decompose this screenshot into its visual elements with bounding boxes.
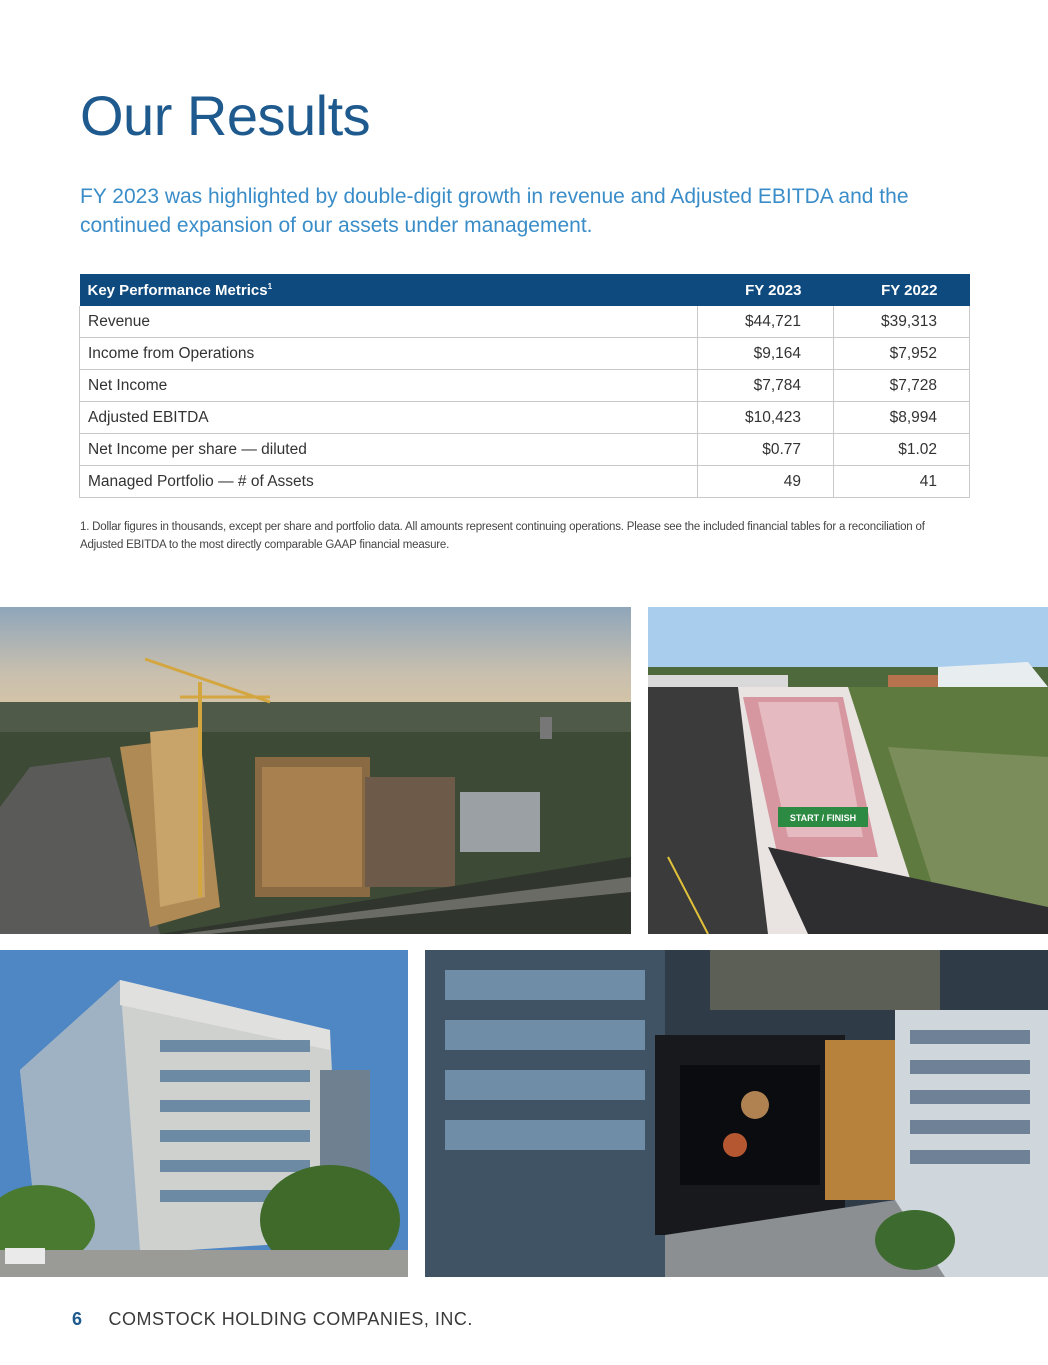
fy2022-cell: $1.02 bbox=[834, 434, 970, 466]
table-row bbox=[80, 402, 970, 434]
metric-cell: Income from Operations bbox=[80, 338, 698, 370]
footnote-ref: 1 bbox=[267, 281, 273, 291]
fy2023-cell: 49 bbox=[698, 466, 834, 498]
header-fy2022: FY 2022 bbox=[834, 274, 970, 306]
kpi-table bbox=[79, 274, 970, 498]
header-metric: Key Performance Metrics$^1$ bbox=[80, 274, 698, 306]
fy2023-cell: $9,164 bbox=[698, 338, 834, 370]
fy2022-cell: $7,728 bbox=[834, 370, 970, 402]
photo-construction-aerial bbox=[0, 607, 631, 934]
race-banner-text: START / FINISH bbox=[789, 813, 857, 823]
metric-cell: Net Income bbox=[80, 370, 698, 402]
metric-cell: Net Income per share — diluted bbox=[80, 434, 698, 466]
fy2022-cell: $8,994 bbox=[834, 402, 970, 434]
fy2022-cell: 41 bbox=[834, 466, 970, 498]
fy2023-cell: $7,784 bbox=[698, 370, 834, 402]
table-footnote: 1. Dollar figures in thousands, except per share and portfolio data. All amounts represent continuing operations. Please see the included financial tables for a reconciliation of Adjusted EBITDA to the most directly comparable GAAP financial measure. bbox=[80, 521, 925, 551]
page-title: Our Results bbox=[80, 84, 371, 147]
fy2022-cell: $39,313 bbox=[834, 306, 970, 338]
metric-cell: Managed Portfolio — # of Assets bbox=[80, 466, 698, 498]
table-row bbox=[80, 370, 970, 402]
photo-office-building bbox=[0, 950, 408, 1277]
photo-plaza-screen bbox=[425, 950, 1048, 1277]
page-subtitle: FY 2023 was highlighted by double-digit growth in revenue and Adjusted EBITDA and the continued expansion of our assets under management. bbox=[80, 185, 909, 237]
header-fy2023: FY 2023 bbox=[698, 274, 834, 306]
fy2023-cell: $0.77 bbox=[698, 434, 834, 466]
fy2022-cell: $7,952 bbox=[834, 338, 970, 370]
company-name: COMSTOCK HOLDING COMPANIES, INC. bbox=[108, 1309, 473, 1329]
fy2023-cell: $44,721 bbox=[698, 306, 834, 338]
table-row bbox=[80, 434, 970, 466]
page-number: 6 bbox=[72, 1309, 83, 1329]
metric-cell: Adjusted EBITDA bbox=[80, 402, 698, 434]
fy2023-cell: $10,423 bbox=[698, 402, 834, 434]
photo-race-event bbox=[648, 607, 1048, 934]
kpi-table-header bbox=[80, 274, 970, 306]
table-row bbox=[80, 306, 970, 338]
table-row bbox=[80, 466, 970, 498]
table-row bbox=[80, 338, 970, 370]
metric-cell: Revenue bbox=[80, 306, 698, 338]
page-footer bbox=[72, 1309, 473, 1330]
